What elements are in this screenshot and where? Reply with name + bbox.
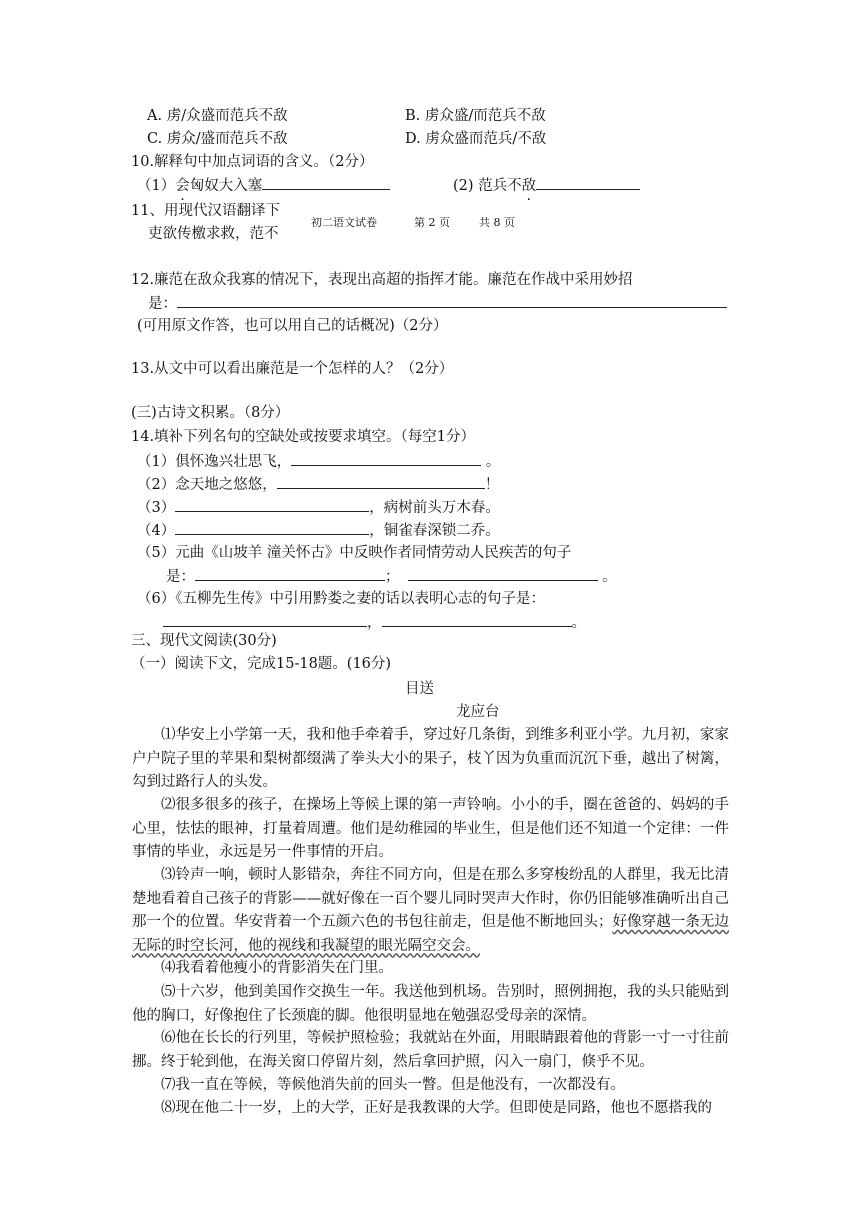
q11-line-1: 11、用现代汉语翻译下 <box>131 203 280 219</box>
article-paragraph-5: ⑸十六岁，他到美国作交换生一年。我送他到机场。告别时，照例拥抱，我的头只能贴到他的胸口，好像抱住了长颈鹿的脚。他很明显地在勉强忍受母亲的深情。 <box>132 984 729 1024</box>
answer-blank[interactable] <box>382 612 572 627</box>
answer-blank[interactable] <box>262 175 390 190</box>
q9-option-c: C. 虏众/盛而范兵不敌 <box>147 131 288 147</box>
q9-option-a: A. 虏/众盛而范兵不敌 <box>147 108 288 124</box>
article-paragraph-7: ⑺我一直在等候，等候他消失前的回头一瞥。但是他没有，一次都没有。 <box>161 1077 625 1093</box>
q14-item-6-line-2: ， 。 <box>163 612 586 633</box>
answer-blank[interactable] <box>177 293 727 308</box>
q14-item-1: （1）俱怀逸兴壮思飞， 。 <box>137 451 500 472</box>
article-paragraph-8: ⑻现在他二十一岁，上的大学，正好是我教课的大学。但即使是同路，他也不愿搭我的 <box>161 1100 712 1116</box>
subsection-heading: （一）阅读下文，完成15-18题。(16分) <box>131 656 392 672</box>
footer-total: 共 8 页 <box>479 216 515 229</box>
q14-item-5-line-1: （5）元曲《山坡羊 潼关怀古》中反映作者同情劳动人民疾苦的句子 <box>137 545 572 561</box>
q14-item-6-line-1: （6）《五柳先生传》中引用黔娄之妻的话以表明心志的句子是： <box>137 591 545 607</box>
q10-item-1: （1）会匈奴大入塞 <box>137 175 390 196</box>
section-modern-heading: 三、现代文阅读(30分) <box>131 633 277 649</box>
emphasis-dot-char: 会 <box>175 178 190 194</box>
answer-blank[interactable] <box>277 474 485 489</box>
answer-blank[interactable] <box>291 451 481 466</box>
emphasis-dot-char: 敌 <box>521 178 537 194</box>
q12-line-2: 是： <box>148 293 727 314</box>
q14-item-4: （4） ，铜雀春深锁二乔。 <box>137 520 500 541</box>
q12-line-3: (可用原文作答，也可以用自己的话概况)（2分） <box>137 318 448 334</box>
article-paragraph-4: ⑷我看着他瘦小的背影消失在门里。 <box>161 960 393 976</box>
answer-blank[interactable] <box>195 566 385 581</box>
q13-stem: 13.从文中可以看出廉范是一个怎样的人？（2分） <box>131 361 454 377</box>
q10-item-2: (2) 范兵不敌 <box>453 175 640 196</box>
q14-stem: 14.填补下列名句的空缺处或按要求填空。（每空1分） <box>131 429 476 445</box>
footer-page: 第 2 页 <box>414 216 450 229</box>
article-title: 目送 <box>405 681 434 697</box>
article-paragraph-6: ⑹他在长长的行列里，等候护照检验；我就站在外面，用眼睛跟着他的背影一寸一寸往前挪。终于轮到他，在海关窗口停留片刻，然后拿回护照，闪入一扇门，倏乎不见。 <box>132 1030 729 1070</box>
q14-item-3: （3） ，病树前头万木春。 <box>137 497 500 518</box>
q9-option-d: D. 虏众盛而范兵/不敌 <box>405 131 547 147</box>
article-author: 龙应台 <box>456 704 500 720</box>
q9-option-b: B. 虏众盛/而范兵不敌 <box>405 108 546 124</box>
answer-blank[interactable] <box>175 520 369 535</box>
q11-line-2: 吏欲传檄求救，范不 <box>148 226 279 242</box>
article-paragraph-1: ⑴华安上小学第一天，我和他手牵着手，穿过好几条街，到维多利亚小学。九月初，家家户户院子里的苹果和梨树都缀满了拳头大小的果子，枝丫因为负重而沉沉下垂，越出了树篱，勾到过路行人的头发。 <box>132 727 729 790</box>
answer-blank[interactable] <box>536 175 640 190</box>
q12-line-1: 12.廉范在敌众我寡的情况下，表现出高超的指挥才能。廉范在作战中采用妙招 <box>131 272 633 288</box>
answer-blank[interactable] <box>408 566 598 581</box>
article-paragraph-3: ⑶铃声一响，顿时人影错杂，奔往不同方向，但是在那么多穿梭纷乱的人群里，我无比清楚地看着自己孩子的背影——就好像在一百个婴儿同时哭声大作时，你仍旧能够准确听出自己那一个的位置。华安背着一个五颜六色的书包往前走，但是他不断地回头；好像穿越一条无边无际的时空长河，他的视线和我凝望的眼光隔空交会。 <box>132 867 729 954</box>
q14-item-5-line-2: 是： ； 。 <box>166 566 617 587</box>
section-poetry-heading: (三)古诗文积累。（8分） <box>131 405 290 421</box>
footer-title: 初二语文试卷 <box>311 216 377 229</box>
wavy-underlined-sentence: 好像穿越一条无边无际的时空长河，他的视线和我凝望的眼光隔空交会。 <box>132 914 729 954</box>
article-paragraph-2: ⑵很多很多的孩子，在操场上等候上课的第一声铃响。小小的手，圈在爸爸的、妈妈的手心里，怯怯的眼神，打量着周遭。他们是幼稚园的毕业生，但是他们还不知道一个定律：一件事情的毕业，永远是另一件事情的开启。 <box>132 797 729 860</box>
answer-blank[interactable] <box>175 497 369 512</box>
q14-item-2: （2）念天地之悠悠， ！ <box>137 474 499 495</box>
q10-stem: 10.解释句中加点词语的含义。（2分） <box>131 154 374 170</box>
answer-blank[interactable] <box>163 612 367 627</box>
